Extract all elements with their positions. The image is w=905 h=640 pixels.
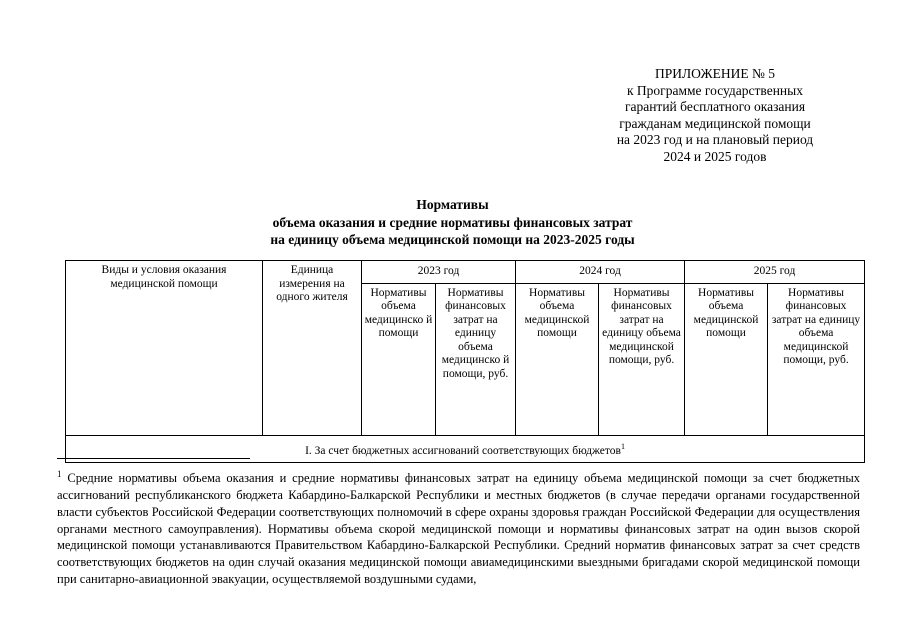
- footnote-text: Средние нормативы объема оказания и средние нормативы финансовых затрат на единицу объема медицинской помощи за счет бюджетных ассигнований республиканского бюджета Кабардино-Балкарской Республики и местных бюджетов (в случае передачи органами государственной власти субъектов Российской Федерации соответствующих полномочий в сфере охраны здоровья граждан Российской Федерации для осуществления органами местного самоуправления). Нормативы объема скорой медицинской помощи и нормативы финансовых затрат на один вызов скорой медицинской помощи устанавливаются Правительством Кабардино-Балкарской Республики. Средний норматив финансовых затрат за счет средств соответствующих бюджетов на один случай оказания медицинской помощи авиамедицинскими выездными бригадами скорой медицинской помощи при санитарно-авиационной эвакуации, осуществляемой воздушными судами,: [57, 471, 860, 586]
- footnote-mark: 1: [57, 469, 62, 479]
- subheader-volume-2024: Нормативы объема медицинской помощи: [516, 283, 599, 435]
- appendix-line: 2024 и 2025 годов: [663, 148, 767, 164]
- appendix-heading: [570, 66, 860, 165]
- subheader-volume-2025: Нормативы объема медицинской помощи: [685, 283, 768, 435]
- appendix-line: к Программе государственных: [627, 82, 803, 98]
- subheader-cost-2025: Нормативы финансовых затрат на единицу объема медицинской помощи, руб.: [768, 283, 865, 435]
- subheader-volume-2023: Нормативы объема медицинско й помощи: [362, 283, 436, 435]
- footnote: [57, 466, 860, 588]
- subheader-cost-2024: Нормативы финансовых затрат на единицу объема медицинской помощи, руб.: [599, 283, 685, 435]
- title-line: Нормативы: [416, 197, 489, 212]
- header-types-conditions: Виды и условия оказания медицинской помощи: [66, 261, 263, 436]
- section-footnote-mark: 1: [620, 441, 625, 451]
- title-line: на единицу объема медицинской помощи на 2023-2025 годы: [270, 232, 635, 247]
- document-title: [0, 196, 905, 249]
- header-year-2023: 2023 год: [362, 261, 516, 284]
- appendix-line: ПРИЛОЖЕНИЕ № 5: [654, 66, 776, 81]
- header-year-2025: 2025 год: [685, 261, 865, 284]
- table-header-row: [66, 261, 865, 284]
- subheader-cost-2023: Нормативы финансовых затрат на единицу объема медицинско й помощи, руб.: [436, 283, 516, 435]
- header-unit: Единица измерения на одного жителя: [263, 261, 362, 436]
- appendix-line: гарантий бесплатного оказания: [624, 99, 806, 114]
- appendix-line: на 2023 год и на плановый период: [616, 132, 814, 147]
- norms-table: [65, 260, 865, 463]
- footnote-divider: [57, 458, 250, 459]
- section-label: I. За счет бюджетных ассигнований соответствующих бюджетов: [305, 444, 621, 457]
- title-line: объема оказания и средние нормативы финансовых затрат: [272, 214, 633, 230]
- header-year-2024: 2024 год: [516, 261, 685, 284]
- appendix-line: гражданам медицинской помощи: [619, 115, 811, 131]
